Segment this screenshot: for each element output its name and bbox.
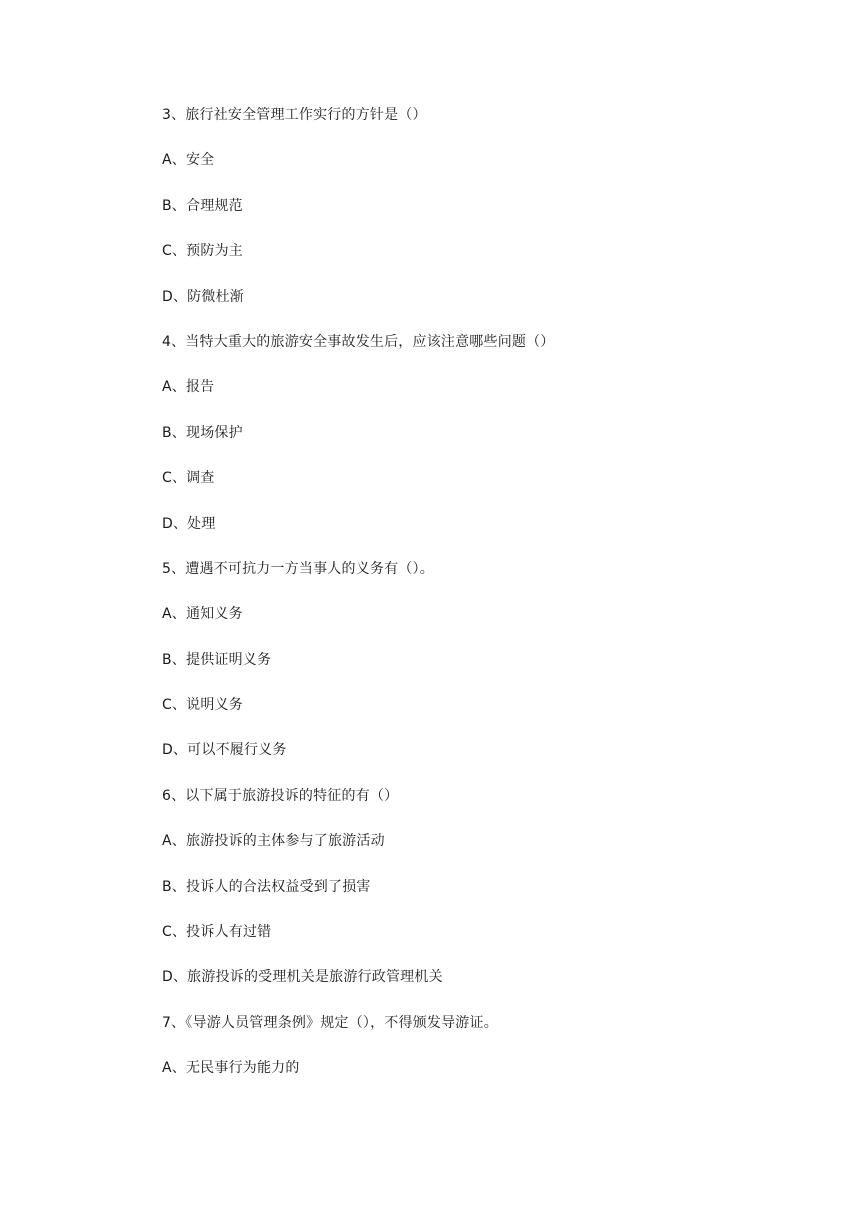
question-4-option-a: A、报告	[162, 379, 215, 396]
question-6-option-b: B、投诉人的合法权益受到了损害	[162, 878, 371, 895]
question-3-text: 3、旅行社安全管理工作实行的方针是（）	[162, 107, 427, 123]
question-4-option-d: D、处理	[162, 515, 216, 532]
question-7-text: 7、《导游人员管理条例》规定（），不得颁发导游证。	[162, 1014, 498, 1031]
question-4-text: 4、当特大重大的旅游安全事故发生后，应该注意哪些问题（）	[162, 333, 555, 350]
question-4-option-b: B、现场保护	[162, 424, 243, 441]
question-5-option-b: B、提供证明义务	[162, 651, 272, 668]
question-5-option-d: D、可以不履行义务	[162, 742, 287, 759]
question-6-option-a: A、旅游投诉的主体参与了旅游活动	[162, 833, 385, 850]
question-3-option-c: C、预防为主	[162, 243, 243, 260]
question-7-option-a: A、无民事行为能力的	[162, 1060, 300, 1077]
question-5-option-a: A、通知义务	[162, 606, 243, 623]
question-list	[162, 104, 802, 1103]
question-5-option-c: C、说明义务	[162, 697, 243, 714]
question-3-option-b: B、合理规范	[162, 197, 243, 214]
question-6-option-c: C、投诉人有过错	[162, 924, 272, 941]
question-3-option-a: A、安全	[162, 152, 215, 169]
question-6-text: 6、以下属于旅游投诉的特征的有（）	[162, 787, 399, 804]
question-5-text: 5、遭遇不可抗力一方当事人的义务有（）。	[162, 560, 434, 577]
question-4-option-c: C、调查	[162, 470, 215, 487]
question-3-option-d: D、防微杜渐	[162, 288, 244, 305]
question-6-option-d: D、旅游投诉的受理机关是旅游行政管理机关	[162, 969, 443, 986]
